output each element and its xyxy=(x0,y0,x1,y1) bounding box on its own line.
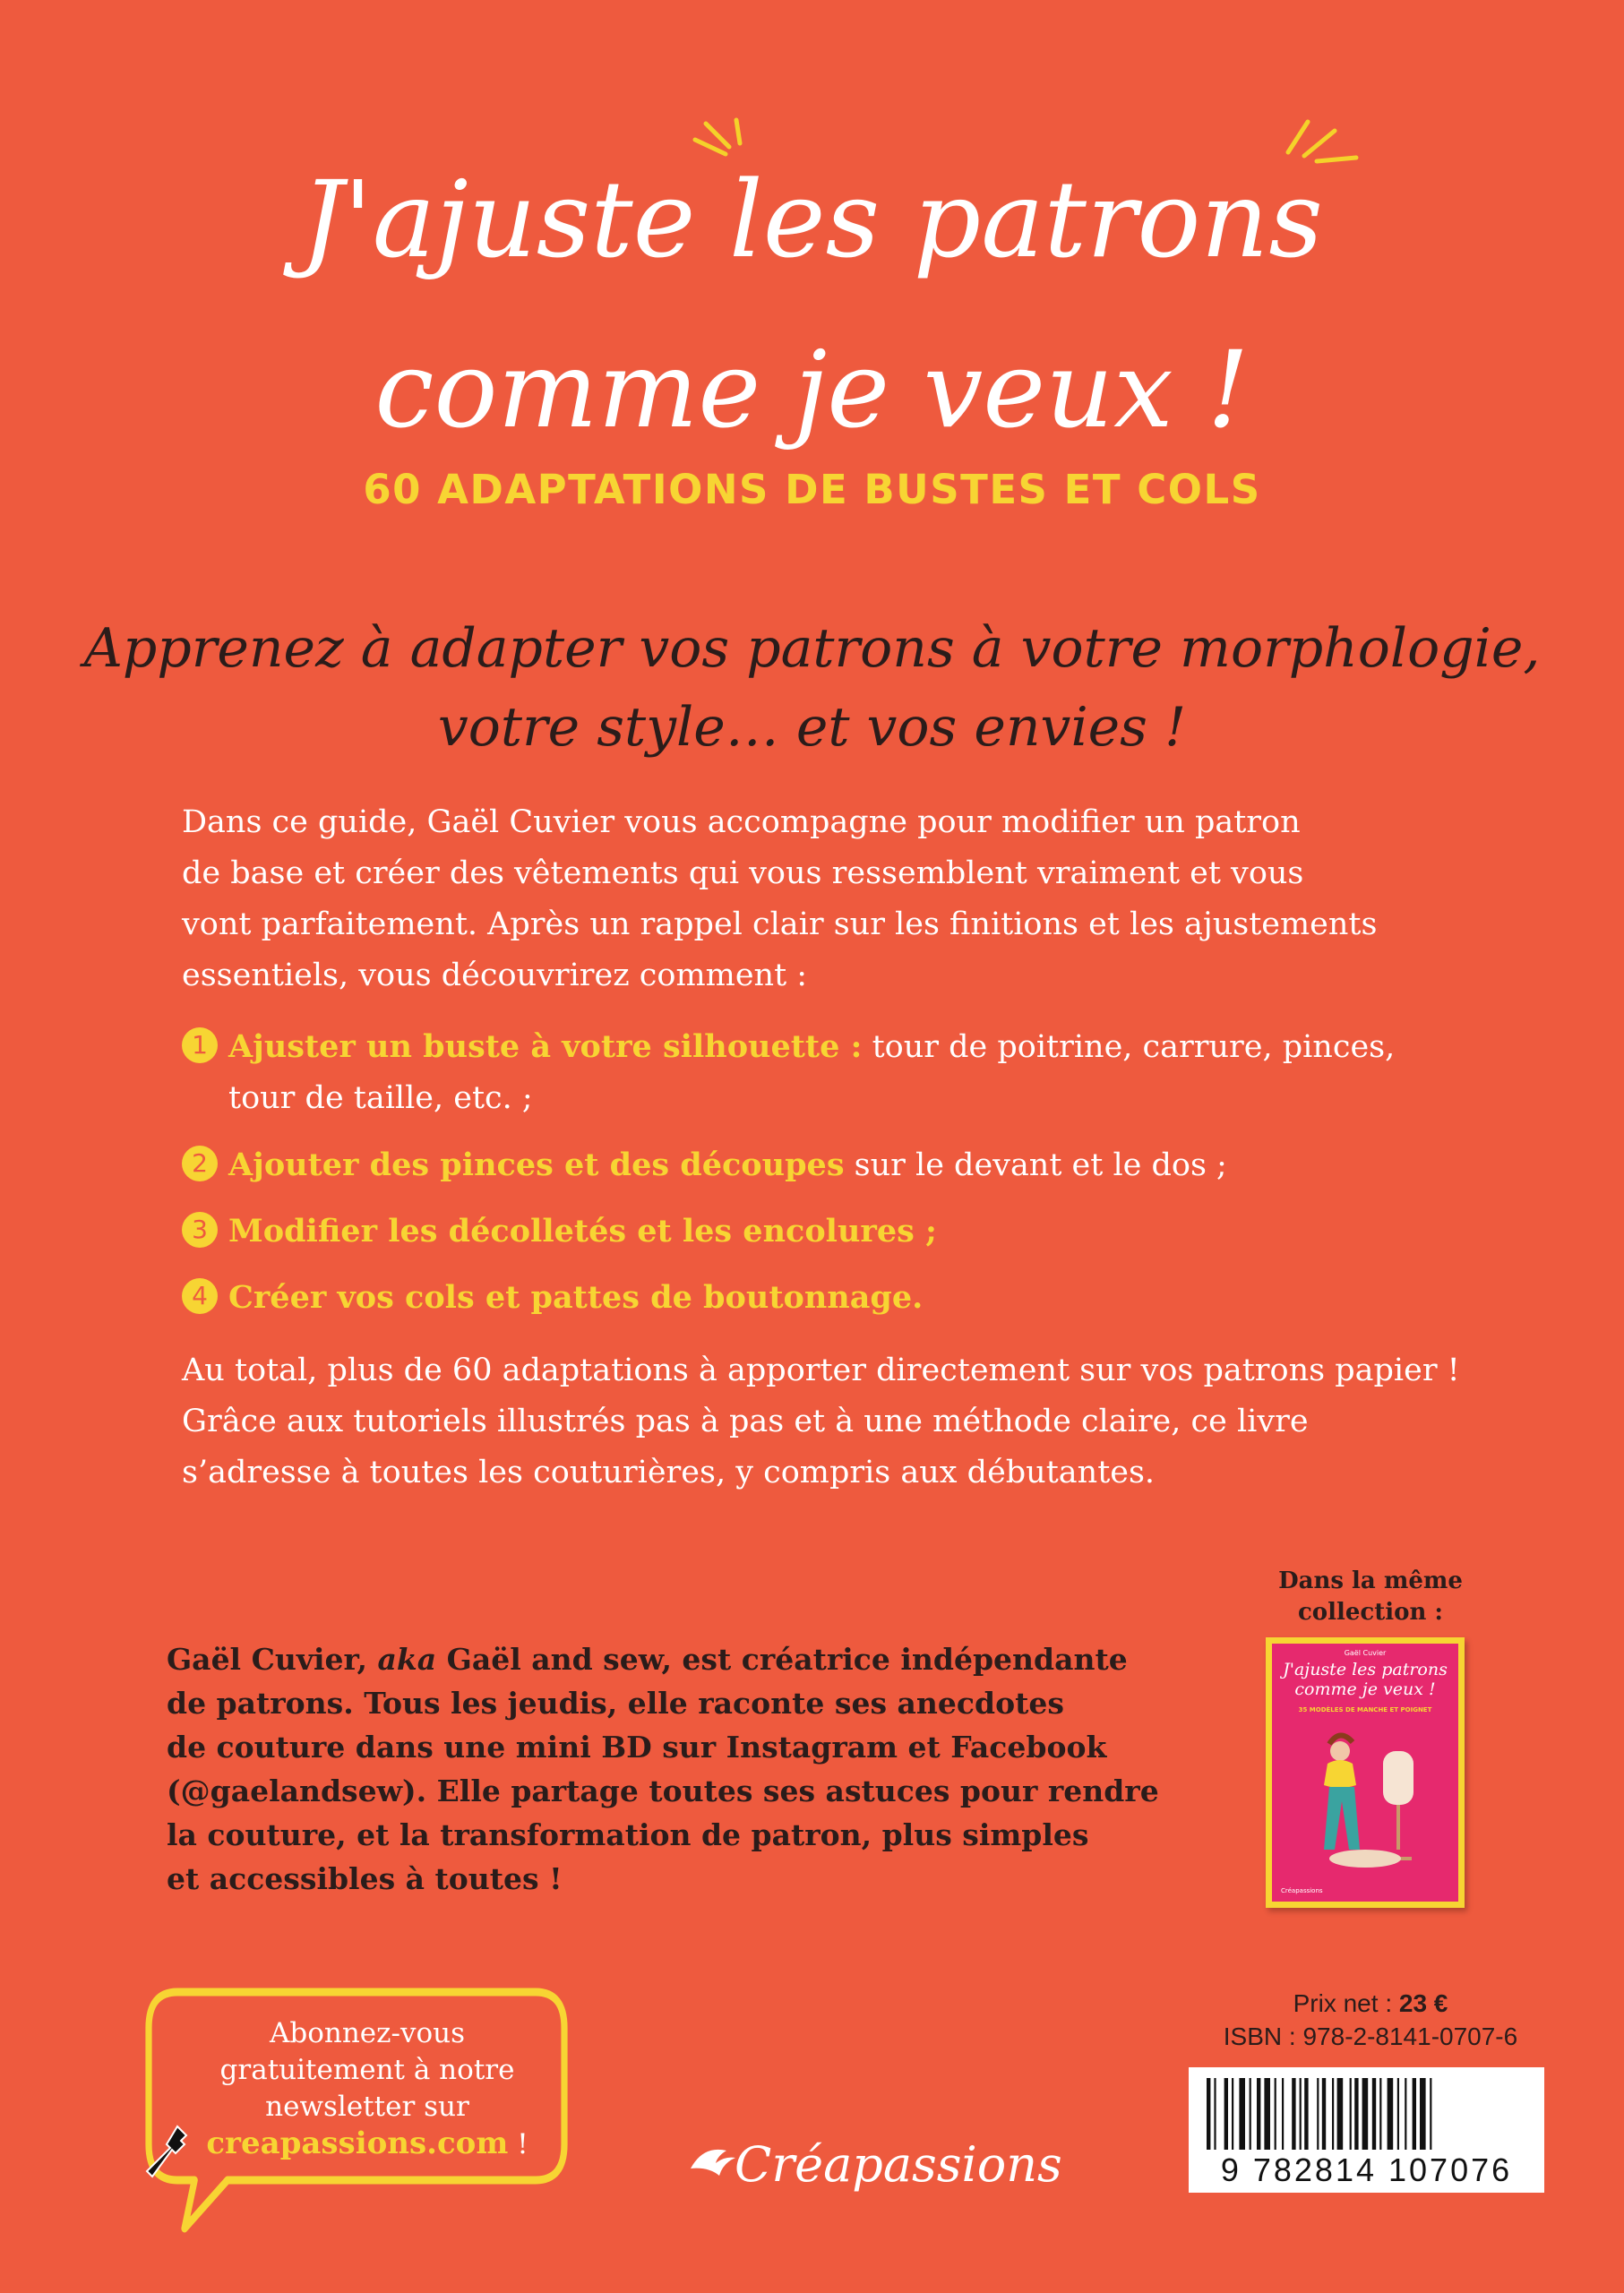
isbn: ISBN : 978-2-8141-0707-6 xyxy=(1223,2022,1518,2050)
publisher-logo: Créapassions xyxy=(735,2136,1062,2193)
list-item-heading: Modifier les décolletés et les encolures ; xyxy=(228,1213,937,1250)
list-item-text: sur le devant et le dos ; xyxy=(844,1147,1227,1183)
barcode xyxy=(1189,2067,1544,2193)
barcode-bar xyxy=(1282,2078,1284,2150)
number-badge: 4 xyxy=(182,1278,218,1314)
barcode-bar xyxy=(1372,2078,1376,2150)
barcode-bar xyxy=(1332,2078,1334,2150)
author-bio-text: Gaël Cuvier, xyxy=(167,1642,378,1677)
sewing-illustration-icon xyxy=(1285,1724,1446,1876)
outro-line: Grâce aux tutoriels illustrés pas à pas et à une méthode claire, ce livre xyxy=(182,1404,1309,1439)
list-item-heading: Ajouter des pinces et des découpes xyxy=(228,1146,845,1183)
title-line-2: comme je veux ! xyxy=(374,328,1250,451)
intro-line: Dans ce guide, Gaël Cuvier vous accompagne pour modifier un patron xyxy=(182,804,1301,840)
price-line xyxy=(1191,1987,1550,2020)
barcode-bar xyxy=(1388,2078,1394,2150)
barcode-bar xyxy=(1350,2078,1352,2150)
barcode-bar xyxy=(1304,2078,1308,2150)
related-book-cover xyxy=(1266,1637,1465,1908)
intro-paragraph xyxy=(182,797,1508,1001)
barcode-bar xyxy=(1413,2078,1416,2150)
intro-line: de base et créer des vêtements qui vous ressemblent vraiment et vous xyxy=(182,855,1304,891)
author-bio-line: (@gaelandsew). Elle partage toutes ses astuces pour rendre xyxy=(167,1773,1159,1808)
price-value: 23 € xyxy=(1398,1989,1448,2017)
collection-label xyxy=(1236,1566,1505,1628)
tagline-line-1: Apprenez à adapter vos patrons à votre morphologie, xyxy=(83,617,1541,680)
barcode-bar xyxy=(1264,2078,1270,2150)
intro-line: essentiels, vous découvrirez comment : xyxy=(182,958,808,993)
author-bio-text: Gaël and sew, est créatrice indépendante xyxy=(436,1642,1128,1677)
price-block xyxy=(1191,1987,1550,2053)
publisher-logo-icon xyxy=(685,2136,739,2190)
list-item-3 xyxy=(182,1206,1508,1258)
barcode-bar xyxy=(1405,2078,1406,2150)
related-book-title-line: comme je veux ! xyxy=(1294,1679,1436,1699)
related-book-title-line: J'ajuste les patrons xyxy=(1283,1660,1448,1679)
barcode-digits: 9 782814 107076 xyxy=(1220,2151,1513,2188)
author-bio xyxy=(167,1637,1159,1901)
list-item-heading: Ajuster un buste à votre silhouette : xyxy=(228,1028,863,1065)
outro-paragraph xyxy=(182,1345,1508,1499)
barcode-bar xyxy=(1232,2078,1233,2150)
tagline-line-2: votre style… et vos envies ! xyxy=(437,696,1187,759)
barcode-bar xyxy=(1224,2078,1228,2150)
newsletter-suffix: ! xyxy=(508,2128,528,2160)
author-bio-line: de couture dans une mini BD sur Instagram et Facebook xyxy=(167,1730,1107,1765)
list-item-text: tour de poitrine, carrure, pinces, xyxy=(862,1029,1396,1065)
related-book-publisher: Créapassions xyxy=(1281,1887,1323,1894)
intro-line: vont parfaitement. Après un rappel clair sur les finitions et les ajustements xyxy=(182,906,1378,942)
related-book-author: Gaël Cuvier xyxy=(1344,1649,1387,1657)
barcode-bar xyxy=(1300,2078,1302,2150)
author-bio-line xyxy=(167,1637,1128,1681)
list-item-text-continued: tour de taille, etc. ; xyxy=(228,1080,533,1116)
title-line-1: J'ajuste les patrons xyxy=(301,158,1323,281)
outro-line: s’adresse à toutes les couturières, y compris aux débutantes. xyxy=(182,1455,1156,1490)
newsletter-line: newsletter sur xyxy=(265,2091,469,2123)
author-aka: aka xyxy=(377,1642,437,1677)
related-book-subtitle: 35 MODÈLES DE MANCHE ET POIGNET xyxy=(1298,1706,1432,1713)
author-bio-line: et accessibles à toutes ! xyxy=(167,1861,563,1896)
price-label: Prix net : xyxy=(1293,1989,1399,2017)
book-title xyxy=(0,134,1624,475)
barcode-bar xyxy=(1362,2078,1369,2150)
number-badge: 1 xyxy=(182,1027,218,1063)
barcode-bars xyxy=(1207,2078,1526,2150)
barcode-bar xyxy=(1292,2078,1295,2150)
barcode-bar xyxy=(1379,2078,1381,2150)
newsletter-text xyxy=(179,2015,555,2163)
list-item-heading: Créer vos cols et pattes de boutonnage. xyxy=(228,1279,924,1316)
barcode-bar xyxy=(1420,2078,1426,2150)
barcode-bar xyxy=(1337,2078,1344,2150)
barcode-bar xyxy=(1354,2078,1358,2150)
number-badge: 2 xyxy=(182,1146,218,1181)
barcode-bar xyxy=(1430,2078,1431,2150)
number-badge: 3 xyxy=(182,1212,218,1248)
list-item-4 xyxy=(182,1272,1508,1324)
barcode-bar xyxy=(1214,2078,1216,2150)
list-item-1 xyxy=(182,1021,1508,1124)
barcode-bar xyxy=(1397,2078,1399,2150)
list-item-2 xyxy=(182,1139,1508,1191)
newsletter-line xyxy=(179,2126,555,2163)
barcode-bar xyxy=(1257,2078,1260,2150)
newsletter-link[interactable]: creapassions.com xyxy=(206,2126,509,2161)
newsletter-line: gratuitement à notre xyxy=(219,2054,515,2086)
book-subtitle: 60 ADAPTATIONS DE BUSTES ET COLS xyxy=(363,466,1261,513)
author-bio-line: de patrons. Tous les jeudis, elle raconte ses anecdotes xyxy=(167,1686,1064,1721)
newsletter-line: Abonnez-vous xyxy=(269,2017,466,2049)
author-bio-line: la couture, et la transformation de patron, plus simples xyxy=(167,1817,1089,1852)
outro-line: Au total, plus de 60 adaptations à apporter directement sur vos patrons papier ! xyxy=(182,1353,1460,1388)
related-book-title xyxy=(1272,1660,1458,1699)
tagline xyxy=(0,609,1624,767)
barcode-bar xyxy=(1207,2078,1210,2150)
barcode-bar xyxy=(1317,2078,1319,2150)
collection-label-line: Dans la même xyxy=(1278,1567,1463,1594)
barcode-bar xyxy=(1322,2078,1326,2150)
barcode-bar xyxy=(1275,2078,1276,2150)
collection-label-line: collection : xyxy=(1297,1599,1444,1626)
barcode-bar xyxy=(1250,2078,1251,2150)
barcode-bar xyxy=(1239,2078,1245,2150)
